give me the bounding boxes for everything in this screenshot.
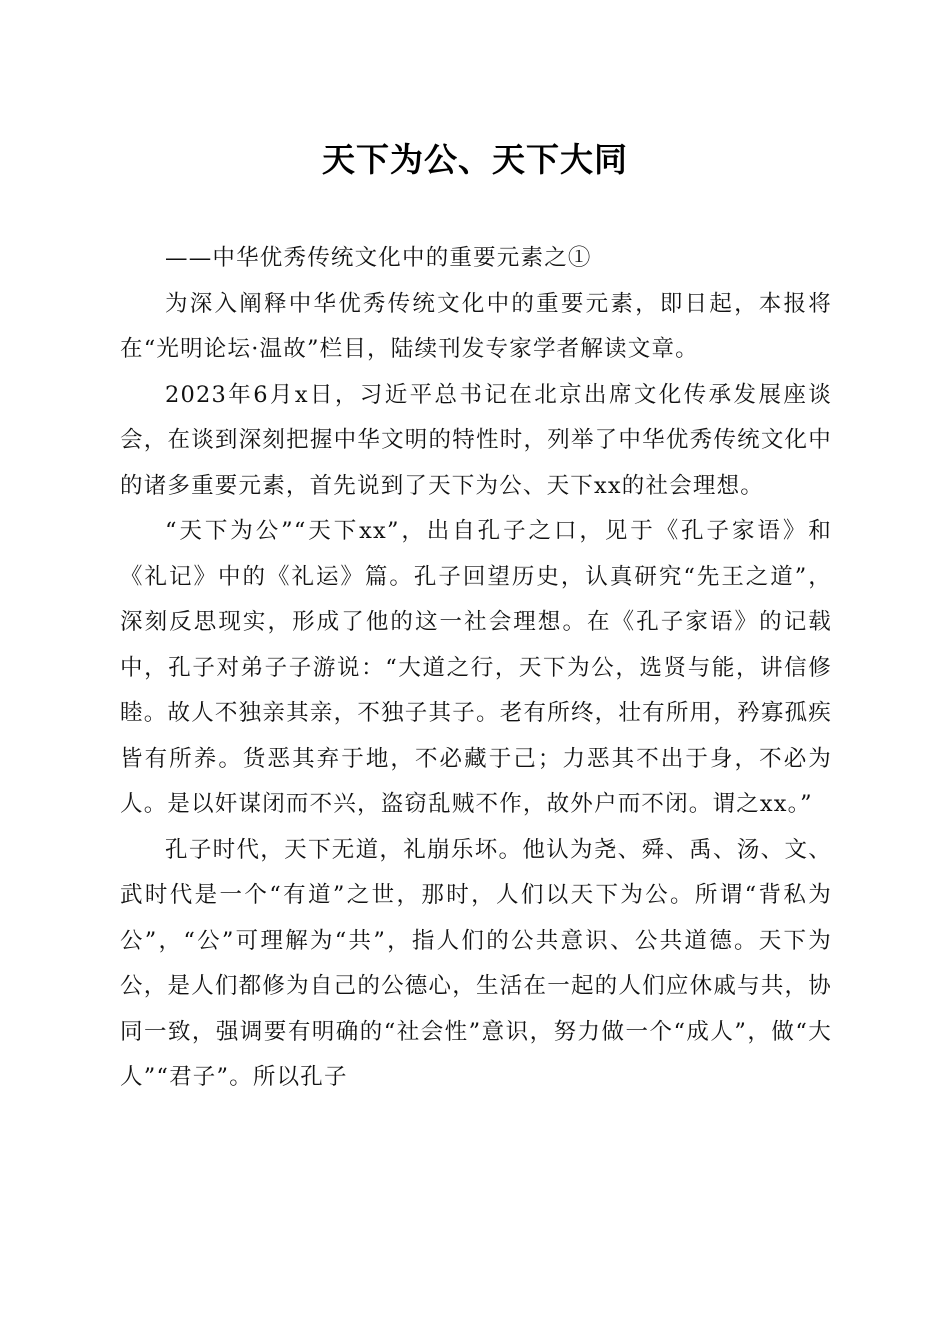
body-paragraph: 孔子时代，天下无道，礼崩乐坏。他认为尧、舜、禹、汤、文、武时代是一个“有道”之世，那时，人们以天下为公。所谓“背私为公”，“公”可理解为“共”，指人们的公共意识、公共道德。天下为公，是人们都修为自己的公德心，生活在一起的人们应休戚与共，协同一致，强调要有明确的“社会性”意识，努力做一个“成人”，做“大人”“君子”。所以孔子 — [120, 836, 832, 1090]
intro-paragraph: 为深入阐释中华优秀传统文化中的重要元素，即日起，本报将在“光明论坛·温故”栏目，陆续刊发专家学者解读文章。 — [120, 290, 832, 362]
subtitle-paragraph: ——中华优秀传统文化中的重要元素之① — [165, 245, 592, 271]
document-title: 天下为公、天下大同 — [322, 140, 628, 179]
body-paragraph: “天下为公”“天下xx”，出自孔子之口，见于《孔子家语》和《礼记》中的《礼运》篇。孔子回望历史，认真研究“先王之道”，深刻反思现实，形成了他的这一社会理想。在《孔子家语》的记载中，孔子对弟子子游说：“大道之行，天下为公，选贤与能，讲信修睦。故人不独亲其亲，不独子其子。老有所终，壮有所用，矜寡孤疾皆有所养。货恶其弃于地，不必藏于己；力恶其不出于身，不必为人。是以奸谋闭而不兴，盗窃乱贼不作，故外户而不闭。谓之xx。” — [120, 518, 832, 817]
document-body — [120, 236, 832, 1101]
body-paragraph: 2023年6月x日，习近平总书记在北京出席文化传承发展座谈会，在谈到深刻把握中华文明的特性时，列举了中华优秀传统文化中的诸多重要元素，首先说到了天下为公、天下xx的社会理想。 — [120, 381, 832, 499]
